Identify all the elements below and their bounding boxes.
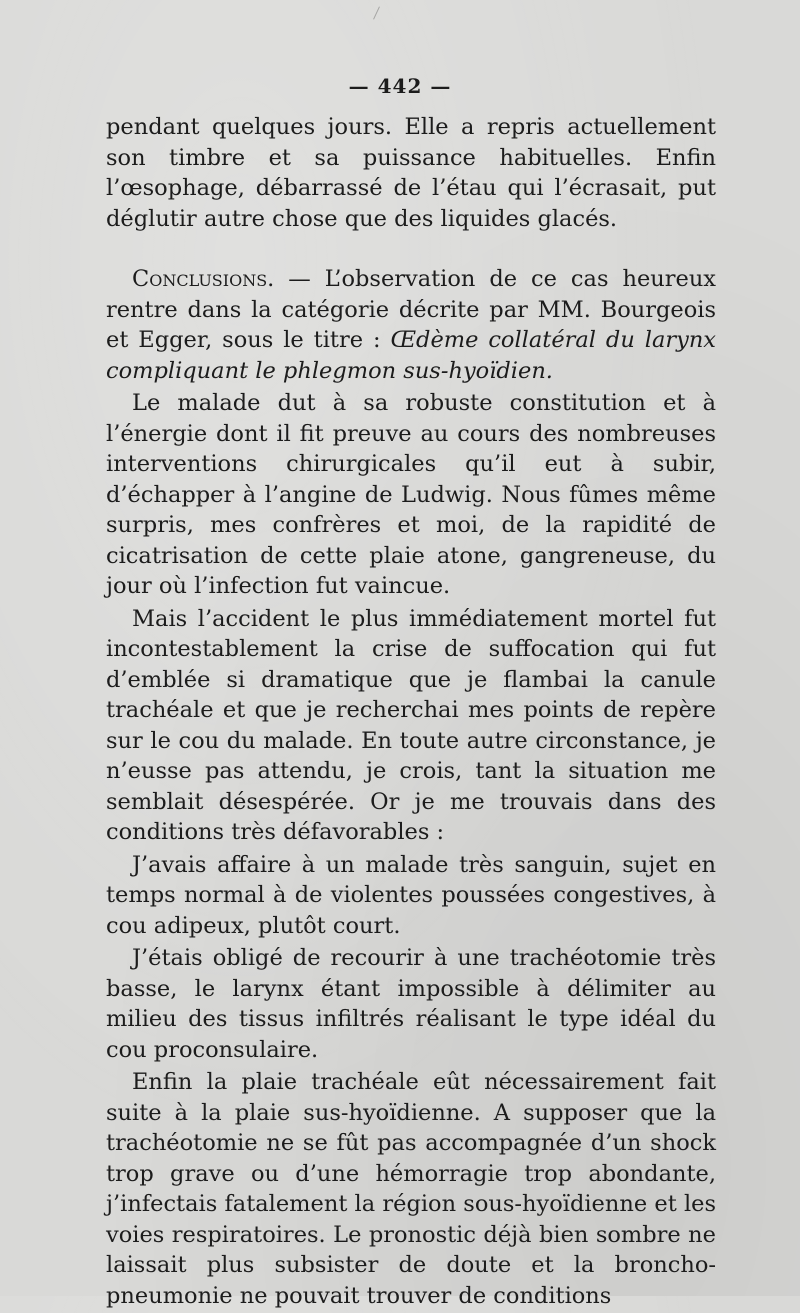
paragraph-conclusions bbox=[106, 264, 716, 386]
paragraph-malade: Le malade dut à sa robuste constitution et à l’énergie dont il fit preuve au cours des nombreuses interventions chirurgicales qu’il eut à subir, d’échapper à l’angine de Ludwig. Nous fûmes même surpris, mes confrères et moi, de la rapidité de cicatrisation de cette plaie atone, gangreneuse, du jour où l’infection fut vaincue. bbox=[106, 390, 716, 599]
paragraph-plaie: Enfin la plaie trachéale eût nécessairement fait suite à la plaie sus-hyoïdienne. A supposer que la trachéotomie ne se fût pas accompagnée d’un shock trop grave ou d’une hémorragie trop abondante, j’infectais fatalement la région sous-hyoïdienne et les voies respiratoires. Le pronostic déjà bien sombre ne laissait plus subsister de doute et la broncho-pneumonie ne pouvait trouver de conditions bbox=[106, 1069, 716, 1309]
paragraph-tracheotomie: J’étais obligé de recourir à une trachéotomie très basse, le larynx étant impossible à délimiter au milieu des tissus infiltrés réalisant le type idéal du cou proconsulaire. bbox=[106, 945, 716, 1063]
conclusions-text: — L’observation de ce cas heureux rentre dans la catégorie décrite par MM. Bourgeois et Egger, sous le titre : bbox=[106, 266, 716, 353]
conclusions-label: Conclusions. bbox=[132, 266, 275, 292]
paragraph-sanguin: J’avais affaire à un malade très sanguin, sujet en temps normal à de violentes poussées congestives, à cou adipeux, plutôt court. bbox=[106, 851, 716, 939]
conclusions-title: Œdème collatéral du larynx compliquant le phlegmon sus-hyoïdien. bbox=[106, 327, 717, 384]
text-block-main bbox=[106, 264, 716, 1313]
page-number: — 442 — bbox=[348, 74, 452, 98]
text-block-continuation bbox=[106, 112, 716, 236]
paragraph-continuation: pendant quelques jours. Elle a repris actuellement son timbre et sa puissance habituelles. Enfin l’œsophage, débarrassé de l’étau qui l’écrasait, put déglutir autre chose que des liquides glacés. bbox=[106, 114, 716, 232]
paragraph-accident: Mais l’accident le plus immédiatement mortel fut incontestablement la crise de suffocation qui fut d’emblée si dramatique que je flambai la canule trachéale et que je recherchai mes points de repère sur le cou du malade. En toute autre circonstance, je n’eusse pas attendu, je crois, tant la situation me semblait désespérée. Or je me trouvais dans des conditions très défavorables : bbox=[106, 605, 716, 845]
scan-speck bbox=[373, 6, 380, 19]
